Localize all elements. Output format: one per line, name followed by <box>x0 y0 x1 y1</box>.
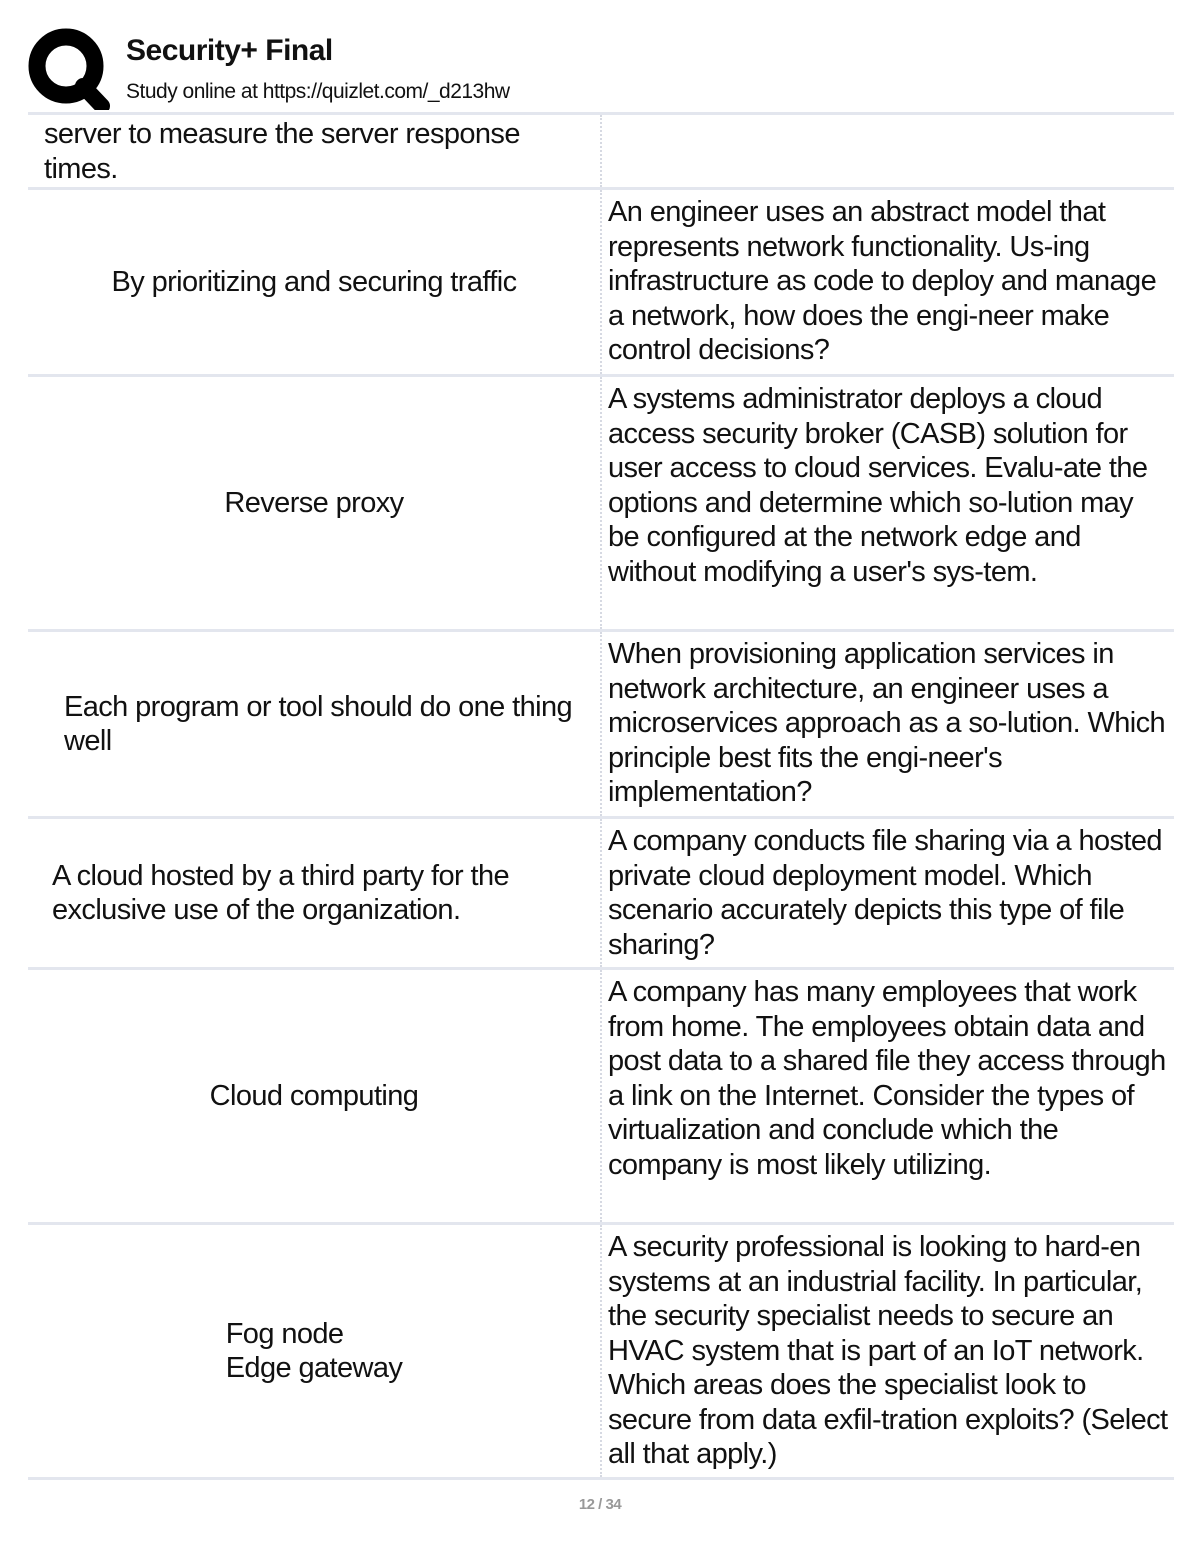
term-cell: Each program or tool should do one thing well <box>64 690 573 757</box>
table-row <box>28 374 1174 629</box>
table-row <box>28 629 1174 816</box>
table-row <box>28 1222 1174 1480</box>
table-row <box>28 816 1174 967</box>
term-cell: server to measure the server response times. <box>44 118 520 185</box>
document-title: Security+ Final <box>126 34 333 67</box>
table-row <box>28 967 1174 1222</box>
definition-cell: When provisioning application services in network architecture, an engineer uses a microservices approach as a so-lution. Which principle best fits the engi-neer's implementation? <box>600 632 1174 816</box>
table-row <box>28 112 1174 187</box>
term-cell: Cloud computing <box>209 1079 419 1112</box>
term-cell: By prioritizing and securing traffic <box>111 265 517 298</box>
term-cell: A cloud hosted by a third party for the exclusive use of the organization. <box>52 859 509 926</box>
flashcard-table <box>28 112 1174 1480</box>
study-link-text: Study online at https://quizlet.com/_d213hw <box>126 80 510 103</box>
definition-cell: A company has many employees that work from home. The employees obtain data and post data to a shared file they access through a link on the Internet. Consider the types of virtualization and conclude which the company is most likely utilizing. <box>600 970 1174 1222</box>
term-cell <box>28 1225 600 1477</box>
term-cell: Reverse proxy <box>224 486 404 519</box>
definition-cell: A company conducts file sharing via a hosted private cloud deployment model. Which scenario accurately depicts this type of file sharing? <box>600 819 1174 967</box>
definition-cell: A systems administrator deploys a cloud access security broker (CASB) solution for user access to cloud services. Evalu-ate the options and determine which so-lution may be configured at the network edge and without modifying a user's sys-tem. <box>600 377 1174 629</box>
definition-cell: An engineer uses an abstract model that represents network functionality. Us-ing infrastructure as code to deploy and manage a network, how does the engi-neer make control decisions? <box>600 190 1174 374</box>
definition-cell <box>600 115 1174 187</box>
page-number: 12 / 34 <box>578 1496 622 1513</box>
definition-cell: A security professional is looking to hard-en systems at an industrial facility. In particular, the security specialist needs to secure an HVAC system that is part of an IoT network. Which areas does the specialist look to secure from data exfil-tration exploits? (Select all that apply.) <box>600 1225 1174 1477</box>
quizlet-logo-icon <box>28 28 110 110</box>
page-header <box>28 22 1178 112</box>
term-line: Fog node <box>225 1317 344 1350</box>
table-row <box>28 187 1174 374</box>
term-line: Edge gateway <box>225 1352 403 1384</box>
